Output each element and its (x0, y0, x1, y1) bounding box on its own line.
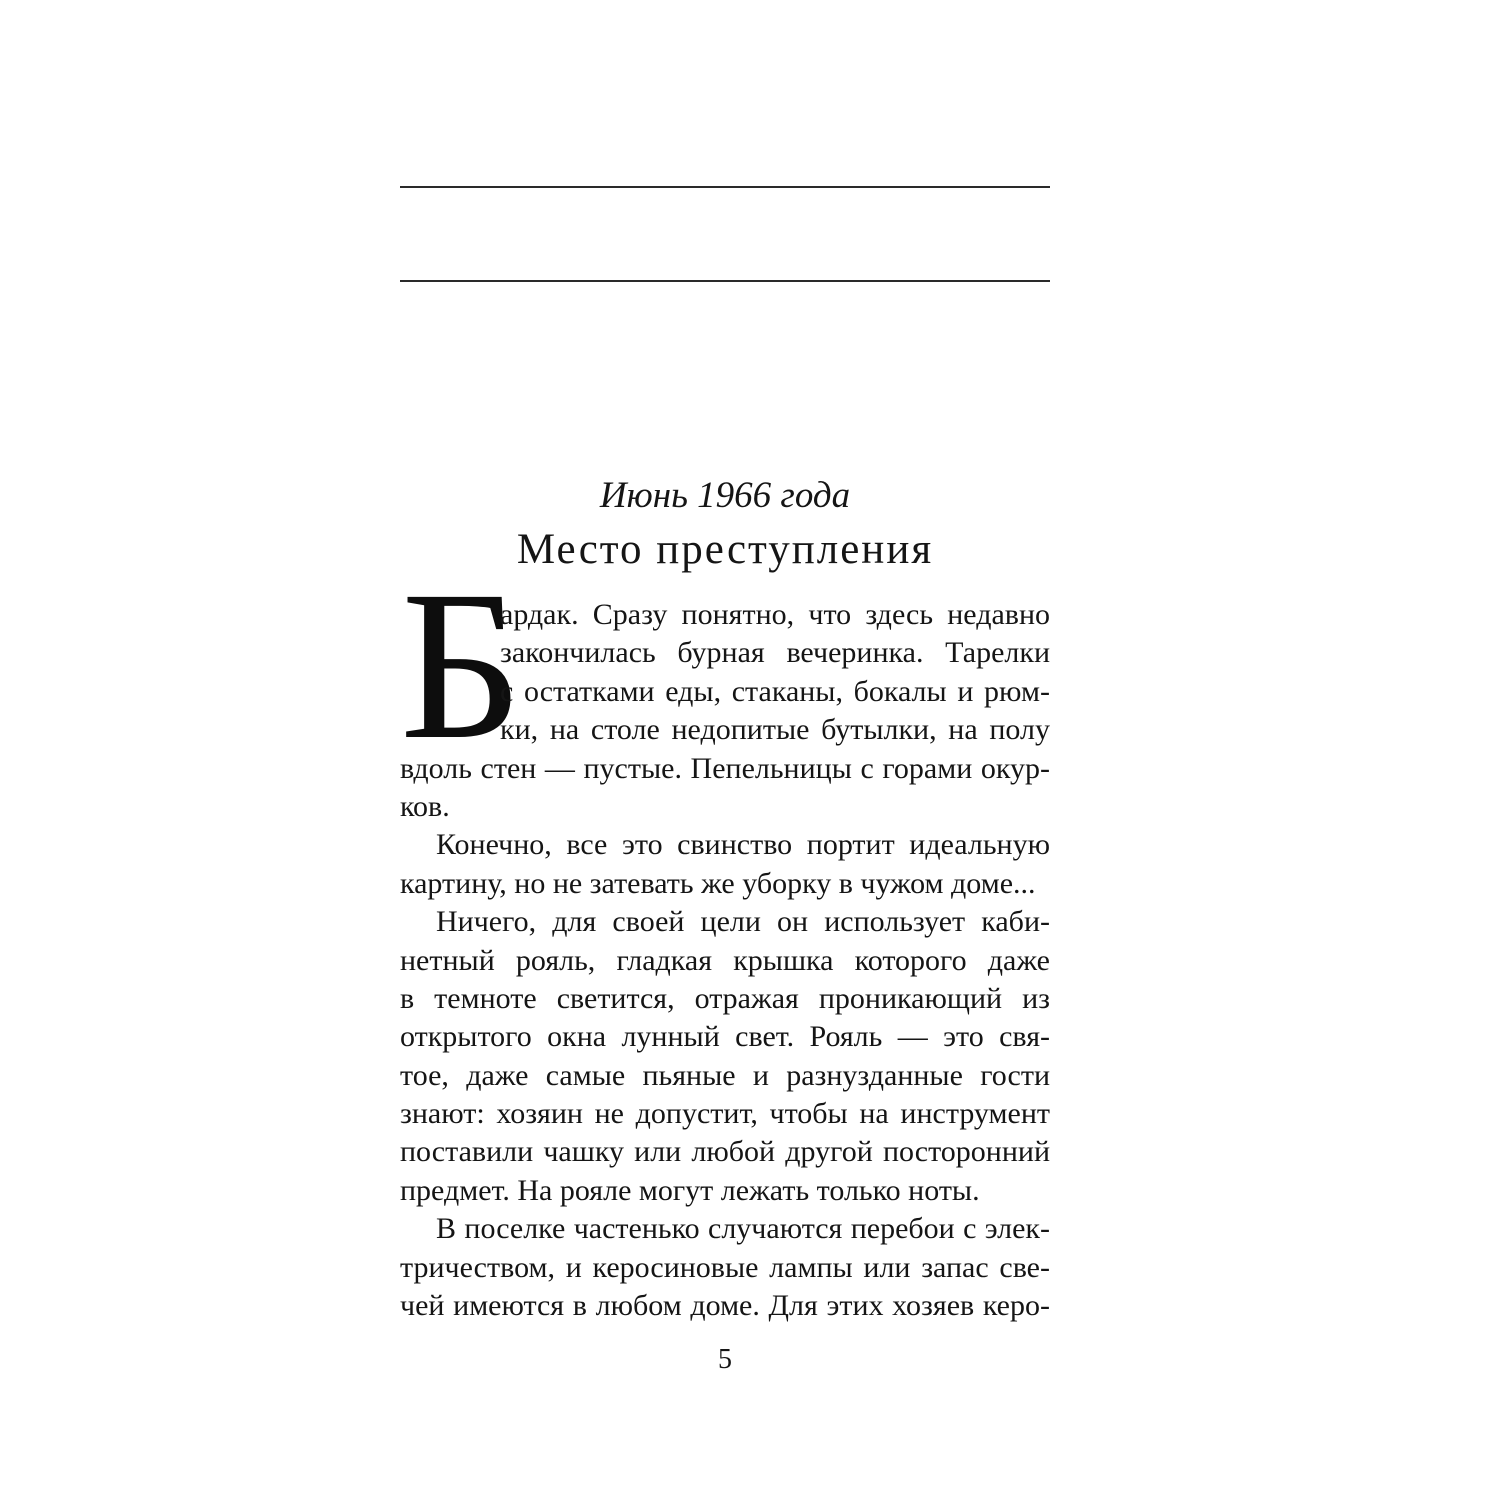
text-line: тое, даже самые пьяные и разнузданные гости (400, 1058, 1050, 1092)
text-line: с остатками еды, стаканы, бокалы и рюм- (500, 674, 1050, 708)
body-text (400, 596, 1050, 1325)
text-line: закончилась бурная вечеринка. Тарелки (500, 636, 1050, 670)
text-line: вдоль стен — пустые. Пепельницы с горами окур- (400, 751, 1050, 785)
text-line: тричеством, и керосиновые лампы или запас све- (400, 1250, 1050, 1284)
text-line: знают: хозяин не допустит, чтобы на инструмент (400, 1097, 1050, 1131)
text-line: ков. (400, 789, 450, 823)
chapter-title: Место преступления (516, 526, 934, 573)
text-line: ки, на столе недопитые бутылки, на полу (500, 713, 1050, 747)
text-line: В поселке частенько случаются перебои с элек- (436, 1212, 1050, 1246)
text-line: Конечно, все это свинство портит идеальную (436, 828, 1050, 862)
header-rule-top (400, 186, 1050, 188)
drop-cap: Б (400, 547, 523, 784)
text-line: ардак. Сразу понятно, что здесь недавно (500, 598, 1050, 631)
text-line: Ничего, для своей цели он использует каби- (436, 905, 1050, 939)
chapter-date: Июнь 1966 года (599, 475, 851, 516)
text-line: чей имеются в любом доме. Для этих хозяев керо- (400, 1289, 1050, 1323)
page-number: 5 (718, 1344, 732, 1375)
text-line: поставили чашку или любой другой посторонний (400, 1135, 1050, 1169)
text-line: в темноте светится, отражая проникающий из (400, 981, 1050, 1015)
text-line: открытого окна лунный свет. Рояль — это свя- (400, 1020, 1050, 1054)
text-line: предмет. На рояле могут лежать только ноты. (400, 1173, 980, 1207)
text-line: картину, но не затевать же уборку в чужом доме... (400, 866, 1036, 900)
header-rule-bottom (400, 280, 1050, 282)
text-line: нетный рояль, гладкая крышка которого даже (400, 943, 1050, 977)
